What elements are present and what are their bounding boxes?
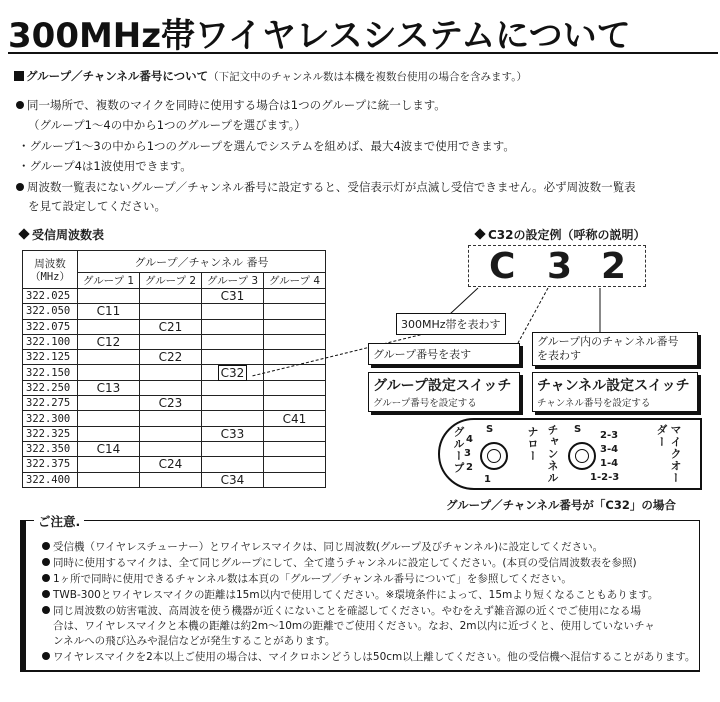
bullet-dot-icon <box>42 542 50 550</box>
bullet-dot-icon <box>42 652 50 660</box>
panel-mic-order-label: マイクオーダー <box>655 424 682 484</box>
table-heading: 受信周波数表 <box>32 228 105 242</box>
caution-line: ンネルへの飛び込みや混信などが発生することがあります。 <box>53 635 336 647</box>
freq-cell: 322.375 <box>23 457 78 472</box>
code-char-group: 3 <box>547 246 573 287</box>
page-title: 300MHz帯ワイヤレスシステムについて <box>8 16 631 56</box>
channel-cell: C34 <box>202 472 264 487</box>
bullet-line: ・グループ1〜3の中から1つのグループを選んでシステムを組めば、最大4波まで使用できます。 <box>18 139 515 153</box>
bullet-dot-icon <box>42 590 50 598</box>
channel-cell: C11 <box>78 304 140 319</box>
freq-cell: 322.300 <box>23 411 78 426</box>
dial-mark-1-2-3: 1-2-3 <box>590 472 620 483</box>
switch-panel <box>438 418 702 490</box>
freq-cell: 322.100 <box>23 334 78 349</box>
freq-cell: 322.325 <box>23 426 78 441</box>
channel-dial[interactable] <box>568 442 596 470</box>
code-char-series: C <box>489 246 516 287</box>
caution-line: 受信機（ワイヤレスチューナー）とワイヤレスマイクは、同じ周波数(グループ及びチャンネル)に設定してください。 <box>42 540 603 554</box>
caution-line: ワイヤレスマイクを2本以上ご使用の場合は、マイクロホンどうしは50cm以上離してください。他の受信機へ混信することがあります。 <box>42 650 695 664</box>
freq-cell: 322.025 <box>23 289 78 304</box>
channel-cell: C23 <box>140 396 202 411</box>
panel-narrow-label: ナロー <box>526 426 539 462</box>
code-char-channel: 2 <box>601 246 627 287</box>
channel-switch-box: チャンネル設定スイッチ チャンネル番号を設定する <box>532 372 698 412</box>
bullet-dot-icon <box>42 558 50 566</box>
group-col-header: グループ 3 <box>202 273 264 289</box>
dial-mark-4: 4 <box>466 434 473 445</box>
group-switch-box: グループ設定スイッチ グループ番号を設定する <box>368 372 520 412</box>
freq-cell: 322.250 <box>23 380 78 395</box>
bullet-dot-icon <box>42 574 50 582</box>
channel-cell: C21 <box>140 319 202 334</box>
group-number-box: グループ番号を表す <box>368 343 520 365</box>
band-label-box: 300MHz帯を表わす <box>396 313 506 335</box>
freq-cell: 322.150 <box>23 365 78 380</box>
channel-cell: C31 <box>202 289 264 304</box>
freq-cell: 322.050 <box>23 304 78 319</box>
channel-cell: C22 <box>140 350 202 365</box>
section-heading: グループ／チャンネル番号について <box>26 69 209 83</box>
channel-cell: C41 <box>264 411 326 426</box>
bullet-line: ・グループ4は1波使用できます。 <box>18 159 192 173</box>
panel-channel-label: チャンネル <box>546 424 559 484</box>
freq-cell: 322.075 <box>23 319 78 334</box>
freq-cell: 322.400 <box>23 472 78 487</box>
caution-line: TWB-300とワイヤレスマイクの距離は15m以内で使用してください。※環境条件によって、15mより短くなることもあります。 <box>42 588 658 602</box>
channel-number-box: グループ内のチャンネル番号 を表わす <box>532 332 698 366</box>
section-note: （下記文中のチャンネル数は本機を複数台使用の場合を含みます。） <box>208 71 527 83</box>
bullet-dot-icon <box>42 606 50 614</box>
highlighted-channel: C32 <box>218 365 248 381</box>
dial-mark-3: 3 <box>464 448 471 459</box>
caution-line: 合は、ワイヤレスマイクと本機の距離は約2m〜10mの距離でご使用ください。なお、2m以内に近づくと、使用していないチャ <box>53 620 655 632</box>
channel-cell: C14 <box>78 441 140 456</box>
caution-line: 同時に使用するマイクは、全て同じグループにして、全て違うチャンネルに設定してください。(本頁の受信周波数表を参照) <box>42 556 637 570</box>
dial-mark-s: S <box>574 424 582 435</box>
dial-mark-s: S <box>486 424 494 435</box>
dial-mark-2-3: 2-3 <box>600 430 619 441</box>
group-col-header: グループ 4 <box>264 273 326 289</box>
dial-mark-1: 1 <box>484 474 491 485</box>
panel-group-label: グループ <box>452 426 465 474</box>
dial-mark-1-4: 1-4 <box>600 458 619 469</box>
group-dial[interactable] <box>480 442 508 470</box>
channel-cell: C12 <box>78 334 140 349</box>
dial-mark-3-4: 3-4 <box>600 444 619 455</box>
freq-header: 周波数 （MHz） <box>23 251 78 289</box>
group-header: グループ／チャンネル 番号 <box>78 251 326 273</box>
diagram-caption: グループ／チャンネル番号が「C32」の場合 <box>446 498 676 512</box>
channel-cell: C24 <box>140 457 202 472</box>
group-col-header: グループ 1 <box>78 273 140 289</box>
diagram-heading: C32の設定例（呼称の説明） <box>488 228 646 242</box>
channel-cell: C33 <box>202 426 264 441</box>
dial-mark-2: 2 <box>466 462 473 473</box>
caution-heading: ご注意. <box>34 512 84 530</box>
bullet-line: を見て設定してください。 <box>28 199 166 213</box>
caution-dot-icon: . <box>75 514 81 529</box>
bullet-line: 同一場所で、複数のマイクを同時に使用する場合は1つのグループに統一します。 <box>16 97 446 113</box>
bullet-line: （グループ1〜4の中から1つのグループを選びます。） <box>28 118 306 132</box>
bullet-line: 周波数一覧表にないグループ／チャンネル番号に設定すると、受信表示灯が点滅し受信できません。必ず周波数一覧表 <box>16 179 636 195</box>
freq-cell: 322.125 <box>23 350 78 365</box>
caution-line: 同じ周波数の妨害電波、高周波を使う機器が近くにないことを確認してください。やむをえず雑音源の近くでご使用になる場 <box>42 604 641 618</box>
caution-line: 1ヶ所で同時に使用できるチャンネル数は本頁の「グループ／チャンネル番号について」を参照してください。 <box>42 572 572 586</box>
channel-cell: C13 <box>78 380 140 395</box>
freq-cell: 322.350 <box>23 441 78 456</box>
group-col-header: グループ 2 <box>140 273 202 289</box>
freq-cell: 322.275 <box>23 396 78 411</box>
connector-series <box>450 288 478 314</box>
